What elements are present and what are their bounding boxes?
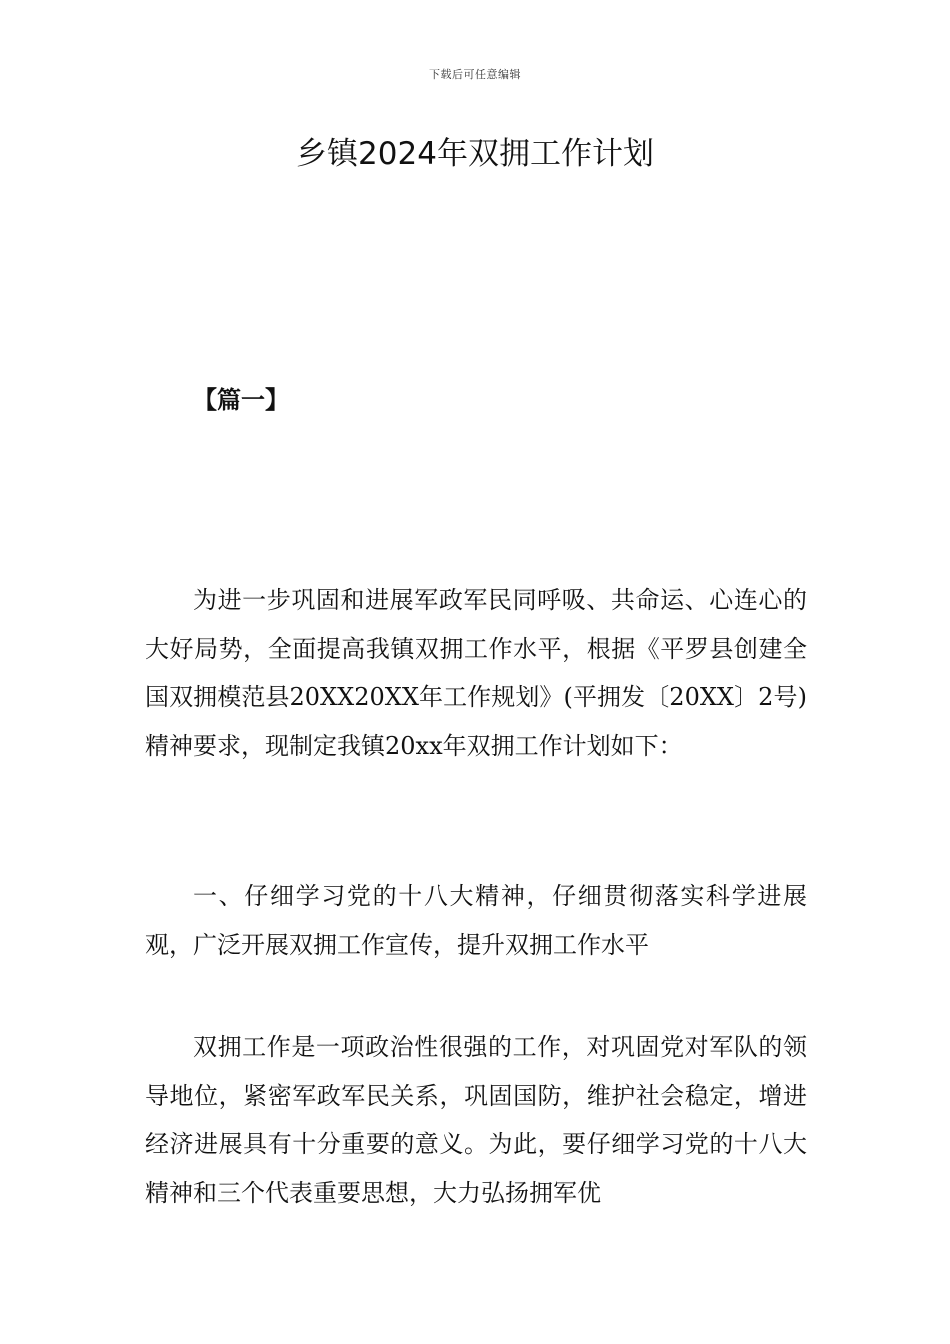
body-paragraph-2: 一、仔细学习党的十八大精神，仔细贯彻落实科学进展观，广泛开展双拥工作宣传，提升双拥工作水平: [145, 882, 807, 959]
body-paragraph-3: 双拥工作是一项政治性很强的工作，对巩固党对军队的领导地位，紧密军政军民关系，巩固国防，维护社会稳定，增进经济进展具有十分重要的意义。为此，要仔细学习党的十八大精神和三个代表重要思想，大力弘扬拥军优: [145, 1033, 807, 1207]
document-title: 乡镇2024年双拥工作计划: [296, 136, 654, 172]
header-note: 下载后可任意编辑: [429, 68, 521, 81]
body-paragraph-1: 为进一步巩固和进展军政军民同呼吸、共命运、心连心的大好局势，全面提高我镇双拥工作水平，根据《平罗县创建全国双拥模范县20XX20XX年工作规划》(平拥发〔20XX〕2号)精神要求，现制定我镇20xx年双拥工作计划如下：: [145, 586, 807, 760]
section-label: 【篇一】: [193, 385, 289, 414]
